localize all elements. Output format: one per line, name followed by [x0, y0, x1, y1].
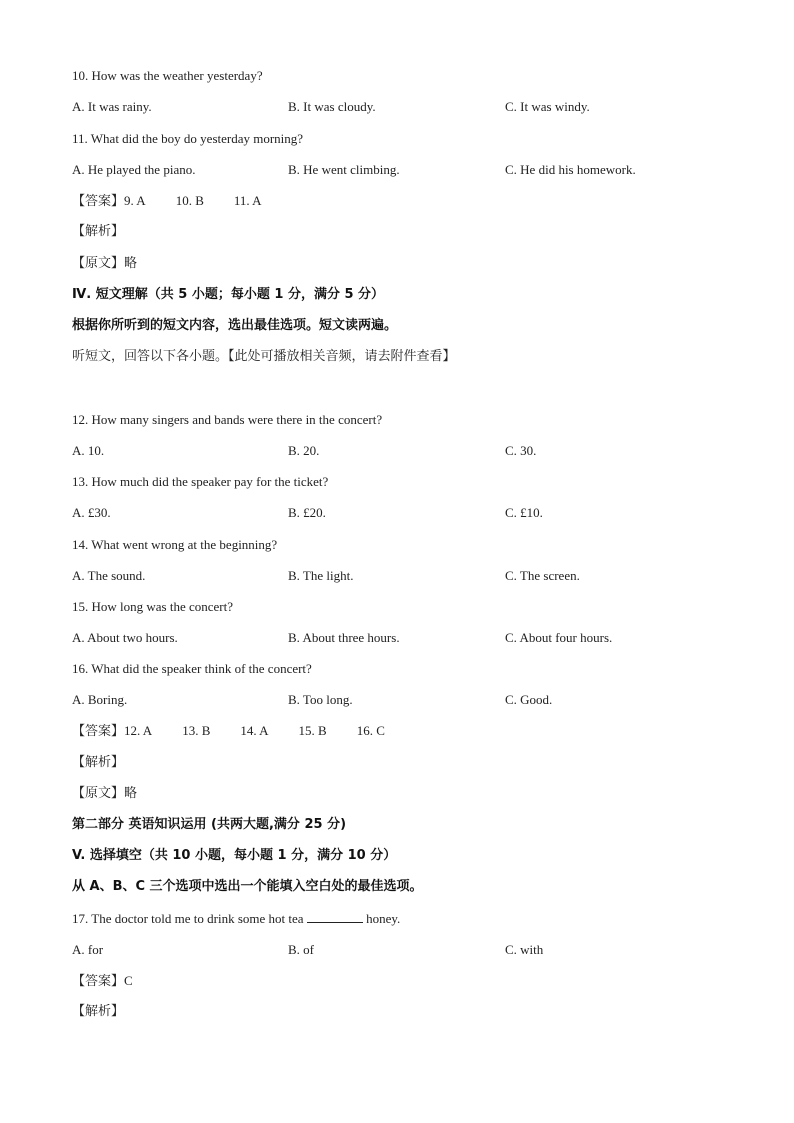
question-13: 13. How much did the speaker pay for the ticket?	[72, 474, 329, 489]
answer-block-9-11	[72, 193, 262, 210]
option-b: B. Too long.	[288, 692, 353, 707]
answer-item: 10. B	[175, 193, 204, 208]
option-b: B. 20.	[288, 443, 320, 458]
answer-item: 16. C	[356, 723, 385, 738]
option-a: A. for	[72, 942, 104, 957]
part-2-title: 第二部分 英语知识运用 (共两大题,满分 25 分)	[72, 817, 347, 832]
option-c: C. Good.	[505, 692, 553, 707]
question-10: 10. How was the weather yesterday?	[72, 68, 263, 83]
option-b: B. It was cloudy.	[288, 99, 376, 114]
answer-block-17	[72, 973, 133, 990]
question-11: 11. What did the boy do yesterday morning?	[72, 131, 304, 146]
answer-item: 9. A	[124, 193, 146, 208]
question-11-options	[72, 162, 752, 178]
option-c: C. 30.	[505, 443, 537, 458]
option-a: A. He played the piano.	[72, 162, 196, 177]
question-17-stem-end: honey.	[362, 911, 401, 926]
option-c: C. with	[505, 942, 544, 957]
question-15: 15. How long was the concert?	[72, 599, 234, 614]
option-c: C. The screen.	[505, 568, 580, 583]
question-14-options	[72, 568, 752, 584]
question-17-stem-start: 17. The doctor told me to drink some hot tea	[72, 911, 307, 926]
option-b: B. About three hours.	[288, 630, 400, 645]
question-12: 12. How many singers and bands were there in the concert?	[72, 412, 383, 427]
section-4-audio-note: 听短文，回答以下各小题。【此处可播放相关音频，请去附件查看】	[72, 349, 456, 364]
option-c: C. It was windy.	[505, 99, 590, 114]
option-c: C. About four hours.	[505, 630, 613, 645]
option-a: A. The sound.	[72, 568, 146, 583]
option-c: C. £10.	[505, 505, 543, 520]
option-b: B. £20.	[288, 505, 326, 520]
answer-item: 12. A	[124, 723, 153, 738]
option-b: B. He went climbing.	[288, 162, 400, 177]
analysis-label: 【解析】	[72, 755, 125, 770]
section-5-title: V. 选择填空（共 10 小题，每小题 1 分，满分 10 分）	[72, 848, 397, 863]
question-16-options	[72, 692, 752, 708]
answer-label: 【答案】	[72, 974, 125, 989]
question-15-options	[72, 630, 752, 646]
question-10-options	[72, 99, 752, 115]
answer-item: 15. B	[298, 723, 327, 738]
question-14: 14. What went wrong at the beginning?	[72, 537, 278, 552]
answer-label: 【答案】	[72, 194, 125, 209]
option-a: A. 10.	[72, 443, 105, 458]
question-17	[72, 911, 400, 927]
option-a: A. Boring.	[72, 692, 128, 707]
question-12-options	[72, 443, 752, 459]
option-c: C. He did his homework.	[505, 162, 636, 177]
original-text-label: 【原文】略	[72, 786, 138, 801]
question-16: 16. What did the speaker think of the concert?	[72, 661, 312, 676]
option-a: A. It was rainy.	[72, 99, 152, 114]
question-17-options	[72, 942, 752, 958]
original-text-label: 【原文】略	[72, 256, 138, 271]
section-4-title: Ⅳ. 短文理解（共 5 小题；每小题 1 分，满分 5 分）	[72, 287, 385, 302]
answer-block-12-16	[72, 723, 385, 740]
answer-item: C	[124, 973, 133, 988]
option-a: A. About two hours.	[72, 630, 178, 645]
option-b: B. of	[288, 942, 314, 957]
answer-item: 11. A	[233, 193, 262, 208]
option-a: A. £30.	[72, 505, 111, 520]
answer-item: 13. B	[182, 723, 211, 738]
fill-in-blank	[307, 911, 363, 923]
question-13-options	[72, 505, 752, 521]
analysis-label: 【解析】	[72, 224, 125, 239]
analysis-label: 【解析】	[72, 1004, 125, 1019]
option-b: B. The light.	[288, 568, 354, 583]
section-4-instruction: 根据你所听到的短文内容，选出最佳选项。短文读两遍。	[72, 318, 398, 333]
answer-item: 14. A	[240, 723, 269, 738]
section-5-instruction: 从 A、B、C 三个选项中选出一个能填入空白处的最佳选项。	[72, 879, 423, 894]
answer-label: 【答案】	[72, 724, 125, 739]
